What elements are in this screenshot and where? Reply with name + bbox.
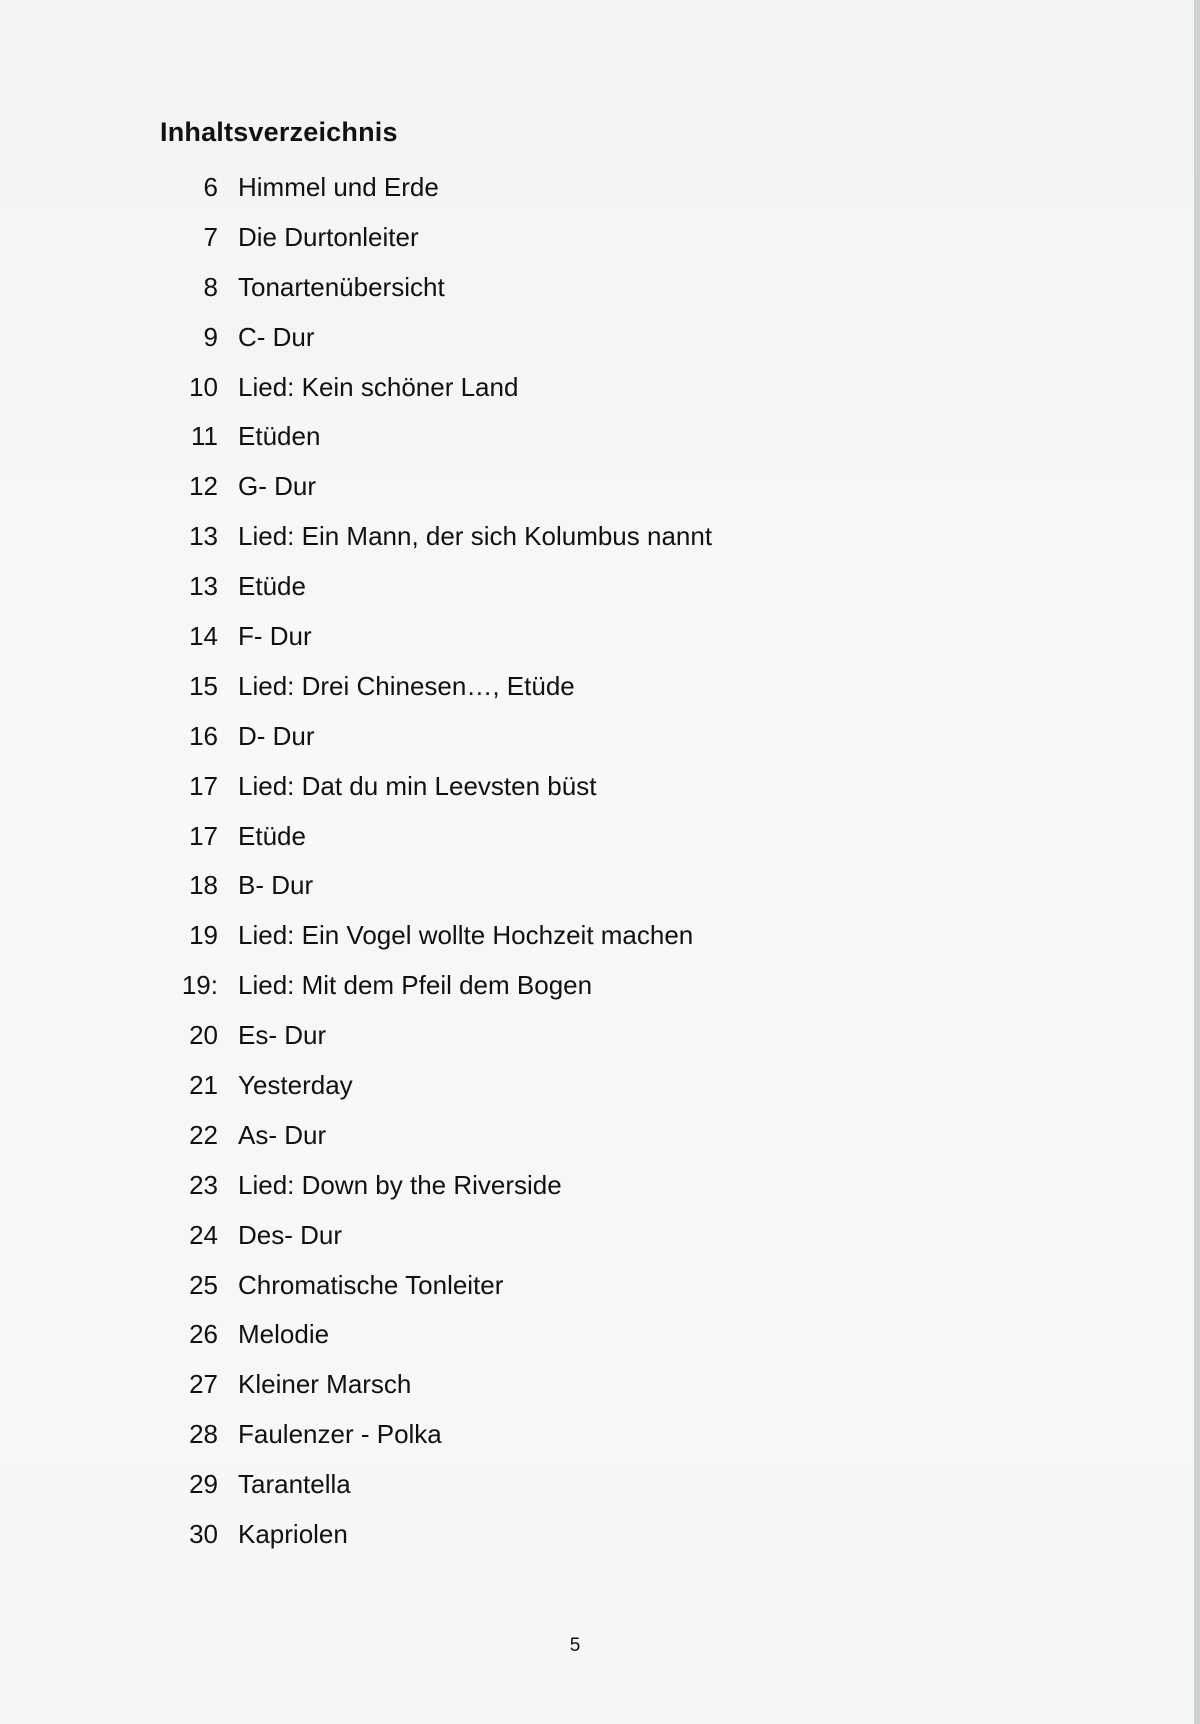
toc-entry-page: 15 <box>189 670 218 701</box>
toc-entry <box>140 521 1040 571</box>
toc-entry-label: As- Dur <box>238 1119 327 1150</box>
toc-entry <box>140 1270 1040 1320</box>
toc-entry-label: Kapriolen <box>238 1519 348 1550</box>
toc-entry-page: 18 <box>189 870 218 901</box>
toc-entry-label: Lied: Dat du min Leevsten büst <box>238 770 597 801</box>
toc-entry-label: Die Durtonleiter <box>238 221 419 252</box>
toc-entry-page: 12 <box>189 471 218 502</box>
toc-entry-label: Es- Dur <box>238 1020 327 1051</box>
toc-entry-page: 21 <box>189 1070 218 1101</box>
toc-entry <box>140 1070 1040 1120</box>
toc-entry-label: Tarantella <box>238 1469 351 1500</box>
toc-entry <box>140 1170 1040 1220</box>
toc-entry <box>140 721 1040 771</box>
toc-entry-page: 10 <box>189 371 218 402</box>
toc-entry <box>140 471 1040 521</box>
toc-entry-page: 24 <box>189 1219 218 1250</box>
toc-entry-page: 28 <box>189 1419 218 1450</box>
toc-entry <box>140 771 1040 821</box>
toc-entry-page: 25 <box>189 1269 218 1300</box>
toc-entry-label: Lied: Ein Vogel wollte Hochzeit machen <box>238 920 694 951</box>
toc-entry-label: Chromatische Tonleiter <box>238 1269 504 1300</box>
toc-entry <box>140 920 1040 970</box>
toc-entry-label: Lied: Ein Mann, der sich Kolumbus nannt <box>238 521 713 552</box>
toc-entry <box>140 222 1040 272</box>
toc-entry <box>140 372 1040 422</box>
toc-entry-label: Melodie <box>238 1319 330 1350</box>
toc-entry-page: 14 <box>189 621 218 652</box>
toc-entry <box>140 571 1040 621</box>
toc-entry-label: C- Dur <box>238 321 315 352</box>
toc-entry-page: 20 <box>189 1020 218 1051</box>
toc-entry-label: Yesterday <box>238 1070 353 1101</box>
toc-entry <box>140 1469 1040 1519</box>
toc-entry-label: B- Dur <box>238 870 314 901</box>
toc-entry <box>140 272 1040 322</box>
page-number: 5 <box>569 1635 581 1656</box>
toc-title: Inhaltsverzeichnis <box>160 117 398 147</box>
toc-entry-page: 16 <box>189 720 218 751</box>
toc-entry-label: F- Dur <box>238 621 312 652</box>
toc-entry-page: 9 <box>203 321 218 352</box>
toc-entry <box>140 1319 1040 1369</box>
toc-entry <box>140 1419 1040 1469</box>
toc-entry-page: 19 <box>189 920 218 951</box>
toc-entry-label: Etüde <box>238 820 306 851</box>
toc-entry-page: 22 <box>189 1119 218 1150</box>
toc-entry-page: 26 <box>189 1319 218 1350</box>
toc-entry <box>140 821 1040 871</box>
toc-entry-page: 30 <box>189 1519 218 1550</box>
toc-entry <box>140 870 1040 920</box>
toc-entry-page: 27 <box>189 1369 218 1400</box>
toc-entry <box>140 1519 1040 1569</box>
toc-entry-label: Lied: Mit dem Pfeil dem Bogen <box>238 970 593 1001</box>
toc-entry-label: Lied: Drei Chinesen…, Etüde <box>238 670 575 701</box>
toc-list <box>140 172 1040 1569</box>
toc-entry-page: 7 <box>203 221 218 252</box>
toc-entry-label: G- Dur <box>238 471 316 502</box>
toc-entry-label: Etüden <box>238 421 321 452</box>
toc-entry <box>140 621 1040 671</box>
toc-entry <box>140 322 1040 372</box>
toc-entry-page: 11 <box>191 421 218 452</box>
toc-entry-page: 17 <box>189 820 218 851</box>
toc-entry <box>140 1120 1040 1170</box>
toc-entry <box>140 172 1040 222</box>
toc-entry-page: 13 <box>189 521 218 552</box>
toc-entry-page: 19: <box>181 970 218 1001</box>
toc-entry-label: Des- Dur <box>238 1219 343 1250</box>
toc-entry-label: Kleiner Marsch <box>238 1369 412 1400</box>
page-edge <box>1194 0 1200 1724</box>
toc-entry <box>140 1369 1040 1419</box>
toc-entry-label: Etüde <box>238 571 306 602</box>
toc-entry-label: Lied: Down by the Riverside <box>238 1169 562 1200</box>
toc-entry <box>140 421 1040 471</box>
toc-entry <box>140 1220 1040 1270</box>
toc-entry-label: Himmel und Erde <box>238 172 439 202</box>
toc-entry-page: 17 <box>189 770 218 801</box>
toc-entry-page: 13 <box>189 571 218 602</box>
toc-entry-label: Lied: Kein schöner Land <box>238 371 519 402</box>
toc-entry <box>140 671 1040 721</box>
toc-entry-page: 6 <box>203 172 218 202</box>
toc-entry-page: 23 <box>189 1169 218 1200</box>
toc-entry-label: Tonartenübersicht <box>238 271 445 302</box>
toc-entry <box>140 1020 1040 1070</box>
toc-entry-page: 29 <box>189 1469 218 1500</box>
toc-entry <box>140 970 1040 1020</box>
toc-entry-label: D- Dur <box>238 720 315 751</box>
toc-entry-label: Faulenzer - Polka <box>238 1419 442 1450</box>
toc-entry-page: 8 <box>203 271 218 302</box>
